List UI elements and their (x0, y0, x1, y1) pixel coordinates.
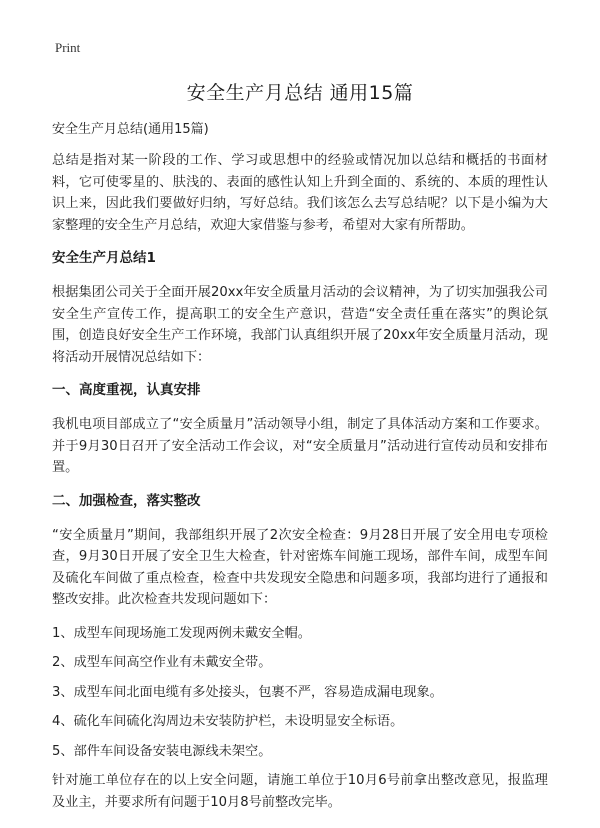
heading-2: 二、加强检查，落实整改 (52, 492, 201, 509)
heading-1: 一、高度重视，认真安排 (52, 382, 201, 398)
section-intro-paragraph: 根据集团公司关于全面开展20xx年安全质量月活动的会议精神，为了切实加强我公司安全生产宣传工作，提高职工的安全生产意识，营造“安全责任重在落实”的舆论氛围，创造良好安全生产工作环境，我部门认真组织开展了20xx年安全质量月活动，现将活动开展情况总结如下： (52, 285, 548, 365)
print-label[interactable]: Print (55, 40, 81, 55)
paragraph-1: 我机电项目部成立了“安全质量月”活动领导小组，制定了具体活动方案和工作要求。并于9月30日召开了安全活动工作会议，对“安全质量月”活动进行宣传动员和安排布置。 (52, 417, 548, 475)
paragraph-2: “安全质量月”期间，我部组织开展了2次安全检查：9月28日开展了安全用电专项检查，9月30日开展了安全卫生大检查，针对密炼车间施工现场，部件车间，成型车间及硫化车间做了重点检查，检查中共发现安全隐患和问题多项，我部均进行了通报和整改安排。此次检查共发现问题如下： (52, 527, 548, 607)
intro-paragraph: 总结是指对某一阶段的工作、学习或思想中的经验或情况加以总结和概括的书面材料，它可使零星的、肤浅的、表面的感性认知上升到全面的、系统的、本质的理性认识上来，因此我们要做好归纳，写好总结。我们该怎么去写总结呢？以下是小编为大家整理的安全生产月总结，欢迎大家借鉴与参考，希望对大家有所帮助。 (52, 153, 548, 233)
issue-item-1: 1、成型车间现场施工发现两例未戴安全帽。 (52, 625, 311, 641)
closing-paragraph: 针对施工单位存在的以上安全问题，请施工单位于10月6号前拿出整改意见，报监理及业主，并要求所有问题于10月8号前整改完毕。 (52, 773, 548, 810)
issue-item-3: 3、成型车间北面电缆有多处接头，包裹不严，容易造成漏电现象。 (52, 684, 443, 700)
issue-item-5: 5、部件车间设备安装电源线未架空。 (52, 743, 272, 759)
issue-item-4: 4、硫化车间硫化沟周边未安装防护栏，未设明显安全标语。 (52, 714, 404, 729)
issue-item-2: 2、成型车间高空作业有未戴安全带。 (52, 655, 272, 670)
document-title: 安全生产月总结 通用15篇 (186, 82, 414, 104)
section-title: 安全生产月总结1 (52, 250, 156, 266)
document-subtitle: 安全生产月总结(通用15篇) (52, 122, 209, 137)
